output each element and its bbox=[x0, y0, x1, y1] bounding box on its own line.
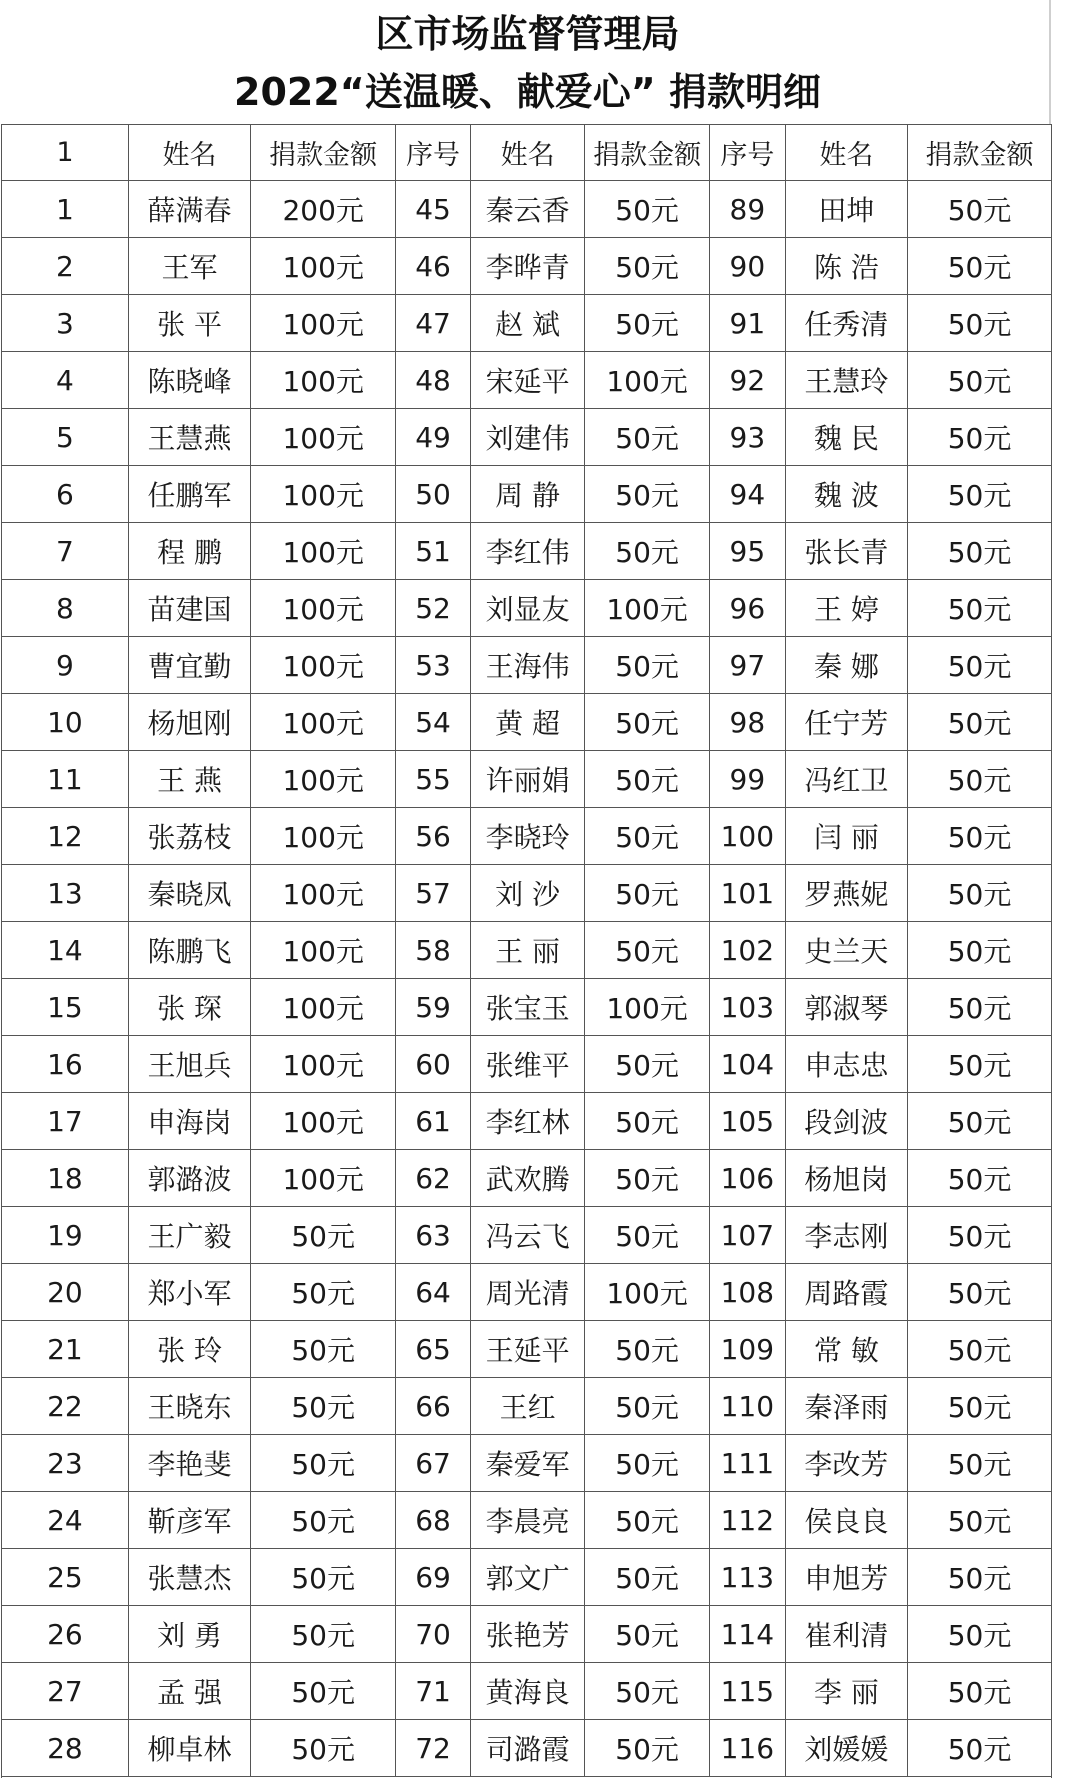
amount-cell: 100元 bbox=[251, 1093, 396, 1150]
amount-cell: 50元 bbox=[585, 1036, 710, 1093]
seq-cell: 65 bbox=[396, 1321, 471, 1378]
seq-cell: 91 bbox=[709, 295, 785, 352]
amount-cell: 50元 bbox=[251, 1549, 396, 1606]
table-row bbox=[2, 1549, 1052, 1606]
seq-cell: 13 bbox=[2, 865, 129, 922]
header-cell: 捐款金额 bbox=[585, 125, 710, 181]
seq-cell: 108 bbox=[709, 1264, 785, 1321]
seq-cell: 116 bbox=[709, 1720, 785, 1777]
table-row bbox=[2, 1606, 1052, 1663]
seq-cell: 60 bbox=[396, 1036, 471, 1093]
name-cell: 张宝玉 bbox=[470, 979, 584, 1036]
name-cell: 郭潞波 bbox=[128, 1150, 250, 1207]
amount-cell: 50元 bbox=[908, 1435, 1052, 1492]
seq-cell: 47 bbox=[396, 295, 471, 352]
seq-cell: 11 bbox=[2, 751, 129, 808]
amount-cell: 100元 bbox=[585, 979, 710, 1036]
amount-cell: 50元 bbox=[585, 1663, 710, 1720]
table-row bbox=[2, 1264, 1052, 1321]
amount-cell: 50元 bbox=[251, 1606, 396, 1663]
name-cell: 李晔青 bbox=[470, 238, 584, 295]
seq-cell: 21 bbox=[2, 1321, 129, 1378]
amount-cell: 100元 bbox=[251, 808, 396, 865]
table-row bbox=[2, 1492, 1052, 1549]
name-cell: 刘媛媛 bbox=[785, 1720, 907, 1777]
name-cell: 王 婷 bbox=[785, 580, 907, 637]
seq-cell: 95 bbox=[709, 523, 785, 580]
amount-cell: 50元 bbox=[585, 1606, 710, 1663]
seq-cell: 99 bbox=[709, 751, 785, 808]
document-title: 区市场监督管理局 bbox=[375, 12, 680, 56]
amount-cell: 50元 bbox=[908, 1663, 1052, 1720]
seq-cell: 15 bbox=[2, 979, 129, 1036]
seq-cell: 51 bbox=[396, 523, 471, 580]
seq-cell: 102 bbox=[709, 922, 785, 979]
table-row bbox=[2, 352, 1052, 409]
seq-cell: 112 bbox=[709, 1492, 785, 1549]
amount-cell: 50元 bbox=[251, 1378, 396, 1435]
name-cell: 王广毅 bbox=[128, 1207, 250, 1264]
seq-cell: 96 bbox=[709, 580, 785, 637]
name-cell: 李红林 bbox=[470, 1093, 584, 1150]
seq-cell: 46 bbox=[396, 238, 471, 295]
name-cell: 宋延平 bbox=[470, 352, 584, 409]
seq-cell: 71 bbox=[396, 1663, 471, 1720]
name-cell: 任鹏军 bbox=[128, 466, 250, 523]
seq-cell: 97 bbox=[709, 637, 785, 694]
seq-cell: 6 bbox=[2, 466, 129, 523]
amount-cell: 50元 bbox=[908, 751, 1052, 808]
seq-cell: 113 bbox=[709, 1549, 785, 1606]
name-cell: 张 玲 bbox=[128, 1321, 250, 1378]
amount-cell: 50元 bbox=[251, 1207, 396, 1264]
amount-cell: 50元 bbox=[585, 1321, 710, 1378]
seq-cell: 14 bbox=[2, 922, 129, 979]
name-cell: 杨旭岗 bbox=[785, 1150, 907, 1207]
seq-cell: 57 bbox=[396, 865, 471, 922]
table-row bbox=[2, 466, 1052, 523]
seq-cell: 100 bbox=[709, 808, 785, 865]
amount-cell: 50元 bbox=[908, 580, 1052, 637]
table-row bbox=[2, 580, 1052, 637]
table-row bbox=[2, 637, 1052, 694]
table-row bbox=[2, 1378, 1052, 1435]
name-cell: 陈 浩 bbox=[785, 238, 907, 295]
amount-cell: 50元 bbox=[908, 1207, 1052, 1264]
seq-cell: 8 bbox=[2, 580, 129, 637]
amount-cell: 50元 bbox=[251, 1321, 396, 1378]
seq-cell: 5 bbox=[2, 409, 129, 466]
amount-cell: 200元 bbox=[251, 181, 396, 238]
seq-cell: 106 bbox=[709, 1150, 785, 1207]
amount-cell: 50元 bbox=[908, 1264, 1052, 1321]
seq-cell: 94 bbox=[709, 466, 785, 523]
name-cell: 刘显友 bbox=[470, 580, 584, 637]
name-cell: 刘建伟 bbox=[470, 409, 584, 466]
amount-cell: 50元 bbox=[908, 523, 1052, 580]
amount-cell: 50元 bbox=[585, 1150, 710, 1207]
name-cell: 周 静 bbox=[470, 466, 584, 523]
seq-cell: 104 bbox=[709, 1036, 785, 1093]
name-cell: 张 琛 bbox=[128, 979, 250, 1036]
name-cell: 曹宜勤 bbox=[128, 637, 250, 694]
name-cell: 王军 bbox=[128, 238, 250, 295]
table-row bbox=[2, 238, 1052, 295]
name-cell: 李 丽 bbox=[785, 1663, 907, 1720]
seq-cell: 20 bbox=[2, 1264, 129, 1321]
document-subtitle: 2022“送温暖、献爱心” 捐款明细 bbox=[234, 70, 821, 114]
amount-cell: 50元 bbox=[908, 979, 1052, 1036]
amount-cell: 100元 bbox=[251, 466, 396, 523]
table-row bbox=[2, 865, 1052, 922]
seq-cell: 3 bbox=[2, 295, 129, 352]
seq-cell: 12 bbox=[2, 808, 129, 865]
name-cell: 秦爱军 bbox=[470, 1435, 584, 1492]
name-cell: 李红伟 bbox=[470, 523, 584, 580]
amount-cell: 50元 bbox=[585, 409, 710, 466]
name-cell: 任宁芳 bbox=[785, 694, 907, 751]
name-cell: 张荔枝 bbox=[128, 808, 250, 865]
name-cell: 薛满春 bbox=[128, 181, 250, 238]
seq-cell: 67 bbox=[396, 1435, 471, 1492]
amount-cell: 50元 bbox=[908, 865, 1052, 922]
amount-cell: 50元 bbox=[908, 238, 1052, 295]
name-cell: 柳卓林 bbox=[128, 1720, 250, 1777]
name-cell: 黄海良 bbox=[470, 1663, 584, 1720]
seq-cell: 93 bbox=[709, 409, 785, 466]
amount-cell: 50元 bbox=[585, 1720, 710, 1777]
name-cell: 李晨亮 bbox=[470, 1492, 584, 1549]
name-cell: 程 鹏 bbox=[128, 523, 250, 580]
amount-cell: 50元 bbox=[585, 1093, 710, 1150]
seq-cell: 70 bbox=[396, 1606, 471, 1663]
name-cell: 秦晓凤 bbox=[128, 865, 250, 922]
name-cell: 张维平 bbox=[470, 1036, 584, 1093]
seq-cell: 45 bbox=[396, 181, 471, 238]
name-cell: 赵 斌 bbox=[470, 295, 584, 352]
seq-cell: 54 bbox=[396, 694, 471, 751]
amount-cell: 100元 bbox=[251, 238, 396, 295]
name-cell: 段剑波 bbox=[785, 1093, 907, 1150]
name-cell: 张 平 bbox=[128, 295, 250, 352]
name-cell: 王海伟 bbox=[470, 637, 584, 694]
name-cell: 常 敏 bbox=[785, 1321, 907, 1378]
amount-cell: 50元 bbox=[585, 1207, 710, 1264]
name-cell: 王延平 bbox=[470, 1321, 584, 1378]
name-cell: 李改芳 bbox=[785, 1435, 907, 1492]
amount-cell: 50元 bbox=[908, 1378, 1052, 1435]
table-row bbox=[2, 922, 1052, 979]
seq-cell: 107 bbox=[709, 1207, 785, 1264]
table-continuation-edge bbox=[1, 1772, 1052, 1778]
table-row bbox=[2, 1720, 1052, 1777]
amount-cell: 100元 bbox=[251, 409, 396, 466]
amount-cell: 50元 bbox=[908, 466, 1052, 523]
amount-cell: 50元 bbox=[585, 181, 710, 238]
header-cell: 捐款金额 bbox=[251, 125, 396, 181]
seq-cell: 16 bbox=[2, 1036, 129, 1093]
seq-cell: 61 bbox=[396, 1093, 471, 1150]
amount-cell: 50元 bbox=[908, 637, 1052, 694]
name-cell: 申海岗 bbox=[128, 1093, 250, 1150]
amount-cell: 50元 bbox=[585, 922, 710, 979]
seq-cell: 101 bbox=[709, 865, 785, 922]
amount-cell: 100元 bbox=[251, 580, 396, 637]
name-cell: 申志忠 bbox=[785, 1036, 907, 1093]
seq-cell: 98 bbox=[709, 694, 785, 751]
table-row bbox=[2, 694, 1052, 751]
seq-cell: 72 bbox=[396, 1720, 471, 1777]
amount-cell: 100元 bbox=[251, 751, 396, 808]
seq-cell: 115 bbox=[709, 1663, 785, 1720]
table-row bbox=[2, 751, 1052, 808]
header-cell: 捐款金额 bbox=[908, 125, 1052, 181]
seq-cell: 50 bbox=[396, 466, 471, 523]
seq-cell: 28 bbox=[2, 1720, 129, 1777]
name-cell: 陈鹏飞 bbox=[128, 922, 250, 979]
name-cell: 王红 bbox=[470, 1378, 584, 1435]
amount-cell: 50元 bbox=[251, 1435, 396, 1492]
seq-cell: 59 bbox=[396, 979, 471, 1036]
seq-cell: 56 bbox=[396, 808, 471, 865]
seq-cell: 55 bbox=[396, 751, 471, 808]
amount-cell: 50元 bbox=[585, 808, 710, 865]
amount-cell: 50元 bbox=[585, 1435, 710, 1492]
name-cell: 王旭兵 bbox=[128, 1036, 250, 1093]
amount-cell: 100元 bbox=[251, 865, 396, 922]
seq-cell: 27 bbox=[2, 1663, 129, 1720]
amount-cell: 50元 bbox=[585, 466, 710, 523]
seq-cell: 66 bbox=[396, 1378, 471, 1435]
name-cell: 秦 娜 bbox=[785, 637, 907, 694]
seq-cell: 1 bbox=[2, 181, 129, 238]
amount-cell: 100元 bbox=[251, 1150, 396, 1207]
table-row bbox=[2, 1435, 1052, 1492]
header-cell: 序号 bbox=[396, 125, 471, 181]
name-cell: 侯良良 bbox=[785, 1492, 907, 1549]
amount-cell: 50元 bbox=[251, 1492, 396, 1549]
table-row bbox=[2, 1207, 1052, 1264]
header-cell: 序号 bbox=[709, 125, 785, 181]
table-row bbox=[2, 1093, 1052, 1150]
amount-cell: 100元 bbox=[585, 352, 710, 409]
table-row bbox=[2, 1321, 1052, 1378]
seq-cell: 105 bbox=[709, 1093, 785, 1150]
seq-cell: 110 bbox=[709, 1378, 785, 1435]
amount-cell: 50元 bbox=[908, 181, 1052, 238]
amount-cell: 100元 bbox=[251, 523, 396, 580]
name-cell: 李艳斐 bbox=[128, 1435, 250, 1492]
amount-cell: 100元 bbox=[251, 922, 396, 979]
name-cell: 郭淑琴 bbox=[785, 979, 907, 1036]
seq-cell: 17 bbox=[2, 1093, 129, 1150]
amount-cell: 50元 bbox=[908, 295, 1052, 352]
name-cell: 李晓玲 bbox=[470, 808, 584, 865]
name-cell: 闫 丽 bbox=[785, 808, 907, 865]
name-cell: 王慧玲 bbox=[785, 352, 907, 409]
table-row bbox=[2, 523, 1052, 580]
amount-cell: 50元 bbox=[908, 1720, 1052, 1777]
seq-cell: 26 bbox=[2, 1606, 129, 1663]
name-cell: 王 燕 bbox=[128, 751, 250, 808]
amount-cell: 50元 bbox=[251, 1720, 396, 1777]
name-cell: 刘 勇 bbox=[128, 1606, 250, 1663]
amount-cell: 50元 bbox=[908, 1150, 1052, 1207]
amount-cell: 50元 bbox=[585, 1378, 710, 1435]
name-cell: 刘 沙 bbox=[470, 865, 584, 922]
name-cell: 史兰天 bbox=[785, 922, 907, 979]
seq-cell: 52 bbox=[396, 580, 471, 637]
seq-cell: 4 bbox=[2, 352, 129, 409]
name-cell: 王慧燕 bbox=[128, 409, 250, 466]
name-cell: 李志刚 bbox=[785, 1207, 907, 1264]
name-cell: 王 丽 bbox=[470, 922, 584, 979]
amount-cell: 100元 bbox=[251, 979, 396, 1036]
amount-cell: 50元 bbox=[585, 523, 710, 580]
seq-cell: 25 bbox=[2, 1549, 129, 1606]
seq-cell: 10 bbox=[2, 694, 129, 751]
name-cell: 武欢腾 bbox=[470, 1150, 584, 1207]
name-cell: 冯云飞 bbox=[470, 1207, 584, 1264]
name-cell: 靳彦军 bbox=[128, 1492, 250, 1549]
amount-cell: 100元 bbox=[251, 637, 396, 694]
header-cell: 姓名 bbox=[128, 125, 250, 181]
name-cell: 周路霞 bbox=[785, 1264, 907, 1321]
name-cell: 田坤 bbox=[785, 181, 907, 238]
table-header-row bbox=[2, 125, 1052, 181]
amount-cell: 50元 bbox=[585, 694, 710, 751]
amount-cell: 50元 bbox=[908, 352, 1052, 409]
amount-cell: 50元 bbox=[251, 1663, 396, 1720]
name-cell: 罗燕妮 bbox=[785, 865, 907, 922]
seq-cell: 53 bbox=[396, 637, 471, 694]
name-cell: 黄 超 bbox=[470, 694, 584, 751]
table-row bbox=[2, 409, 1052, 466]
amount-cell: 50元 bbox=[908, 1606, 1052, 1663]
seq-cell: 18 bbox=[2, 1150, 129, 1207]
amount-cell: 50元 bbox=[908, 694, 1052, 751]
header-cell: 姓名 bbox=[785, 125, 907, 181]
name-cell: 陈晓峰 bbox=[128, 352, 250, 409]
seq-cell: 7 bbox=[2, 523, 129, 580]
name-cell: 崔利清 bbox=[785, 1606, 907, 1663]
seq-cell: 69 bbox=[396, 1549, 471, 1606]
name-cell: 魏 波 bbox=[785, 466, 907, 523]
seq-cell: 114 bbox=[709, 1606, 785, 1663]
amount-cell: 50元 bbox=[908, 1321, 1052, 1378]
amount-cell: 50元 bbox=[585, 1492, 710, 1549]
name-cell: 周光清 bbox=[470, 1264, 584, 1321]
seq-cell: 111 bbox=[709, 1435, 785, 1492]
seq-cell: 49 bbox=[396, 409, 471, 466]
name-cell: 许丽娟 bbox=[470, 751, 584, 808]
amount-cell: 50元 bbox=[585, 1549, 710, 1606]
amount-cell: 50元 bbox=[585, 637, 710, 694]
seq-cell: 64 bbox=[396, 1264, 471, 1321]
amount-cell: 50元 bbox=[908, 1093, 1052, 1150]
table-row bbox=[2, 979, 1052, 1036]
name-cell: 张艳芳 bbox=[470, 1606, 584, 1663]
amount-cell: 50元 bbox=[908, 409, 1052, 466]
name-cell: 张慧杰 bbox=[128, 1549, 250, 1606]
table-row bbox=[2, 808, 1052, 865]
amount-cell: 50元 bbox=[908, 808, 1052, 865]
donation-table bbox=[1, 124, 1052, 1777]
amount-cell: 50元 bbox=[585, 751, 710, 808]
name-cell: 司潞霞 bbox=[470, 1720, 584, 1777]
amount-cell: 50元 bbox=[908, 1036, 1052, 1093]
name-cell: 孟 强 bbox=[128, 1663, 250, 1720]
name-cell: 任秀清 bbox=[785, 295, 907, 352]
amount-cell: 100元 bbox=[251, 295, 396, 352]
table-row bbox=[2, 1150, 1052, 1207]
name-cell: 王晓东 bbox=[128, 1378, 250, 1435]
amount-cell: 50元 bbox=[585, 295, 710, 352]
seq-cell: 63 bbox=[396, 1207, 471, 1264]
table-row bbox=[2, 295, 1052, 352]
seq-cell: 109 bbox=[709, 1321, 785, 1378]
amount-cell: 100元 bbox=[585, 1264, 710, 1321]
amount-cell: 50元 bbox=[908, 1492, 1052, 1549]
name-cell: 苗建国 bbox=[128, 580, 250, 637]
name-cell: 郑小军 bbox=[128, 1264, 250, 1321]
header-cell: 1 bbox=[2, 125, 129, 181]
amount-cell: 50元 bbox=[585, 865, 710, 922]
seq-cell: 92 bbox=[709, 352, 785, 409]
seq-cell: 89 bbox=[709, 181, 785, 238]
header-cell: 姓名 bbox=[470, 125, 584, 181]
seq-cell: 58 bbox=[396, 922, 471, 979]
table-body bbox=[2, 125, 1052, 1777]
table-row bbox=[2, 1663, 1052, 1720]
seq-cell: 103 bbox=[709, 979, 785, 1036]
name-cell: 申旭芳 bbox=[785, 1549, 907, 1606]
seq-cell: 19 bbox=[2, 1207, 129, 1264]
amount-cell: 50元 bbox=[908, 1549, 1052, 1606]
amount-cell: 100元 bbox=[251, 1036, 396, 1093]
amount-cell: 50元 bbox=[585, 238, 710, 295]
seq-cell: 23 bbox=[2, 1435, 129, 1492]
name-cell: 张长青 bbox=[785, 523, 907, 580]
seq-cell: 62 bbox=[396, 1150, 471, 1207]
name-cell: 冯红卫 bbox=[785, 751, 907, 808]
seq-cell: 68 bbox=[396, 1492, 471, 1549]
seq-cell: 24 bbox=[2, 1492, 129, 1549]
name-cell: 秦云香 bbox=[470, 181, 584, 238]
name-cell: 秦泽雨 bbox=[785, 1378, 907, 1435]
seq-cell: 90 bbox=[709, 238, 785, 295]
seq-cell: 48 bbox=[396, 352, 471, 409]
seq-cell: 2 bbox=[2, 238, 129, 295]
amount-cell: 50元 bbox=[908, 922, 1052, 979]
name-cell: 郭文广 bbox=[470, 1549, 584, 1606]
table-row bbox=[2, 1036, 1052, 1093]
table-row bbox=[2, 181, 1052, 238]
seq-cell: 22 bbox=[2, 1378, 129, 1435]
name-cell: 杨旭刚 bbox=[128, 694, 250, 751]
amount-cell: 100元 bbox=[251, 352, 396, 409]
name-cell: 魏 民 bbox=[785, 409, 907, 466]
seq-cell: 9 bbox=[2, 637, 129, 694]
amount-cell: 50元 bbox=[251, 1264, 396, 1321]
amount-cell: 100元 bbox=[251, 694, 396, 751]
amount-cell: 100元 bbox=[585, 580, 710, 637]
